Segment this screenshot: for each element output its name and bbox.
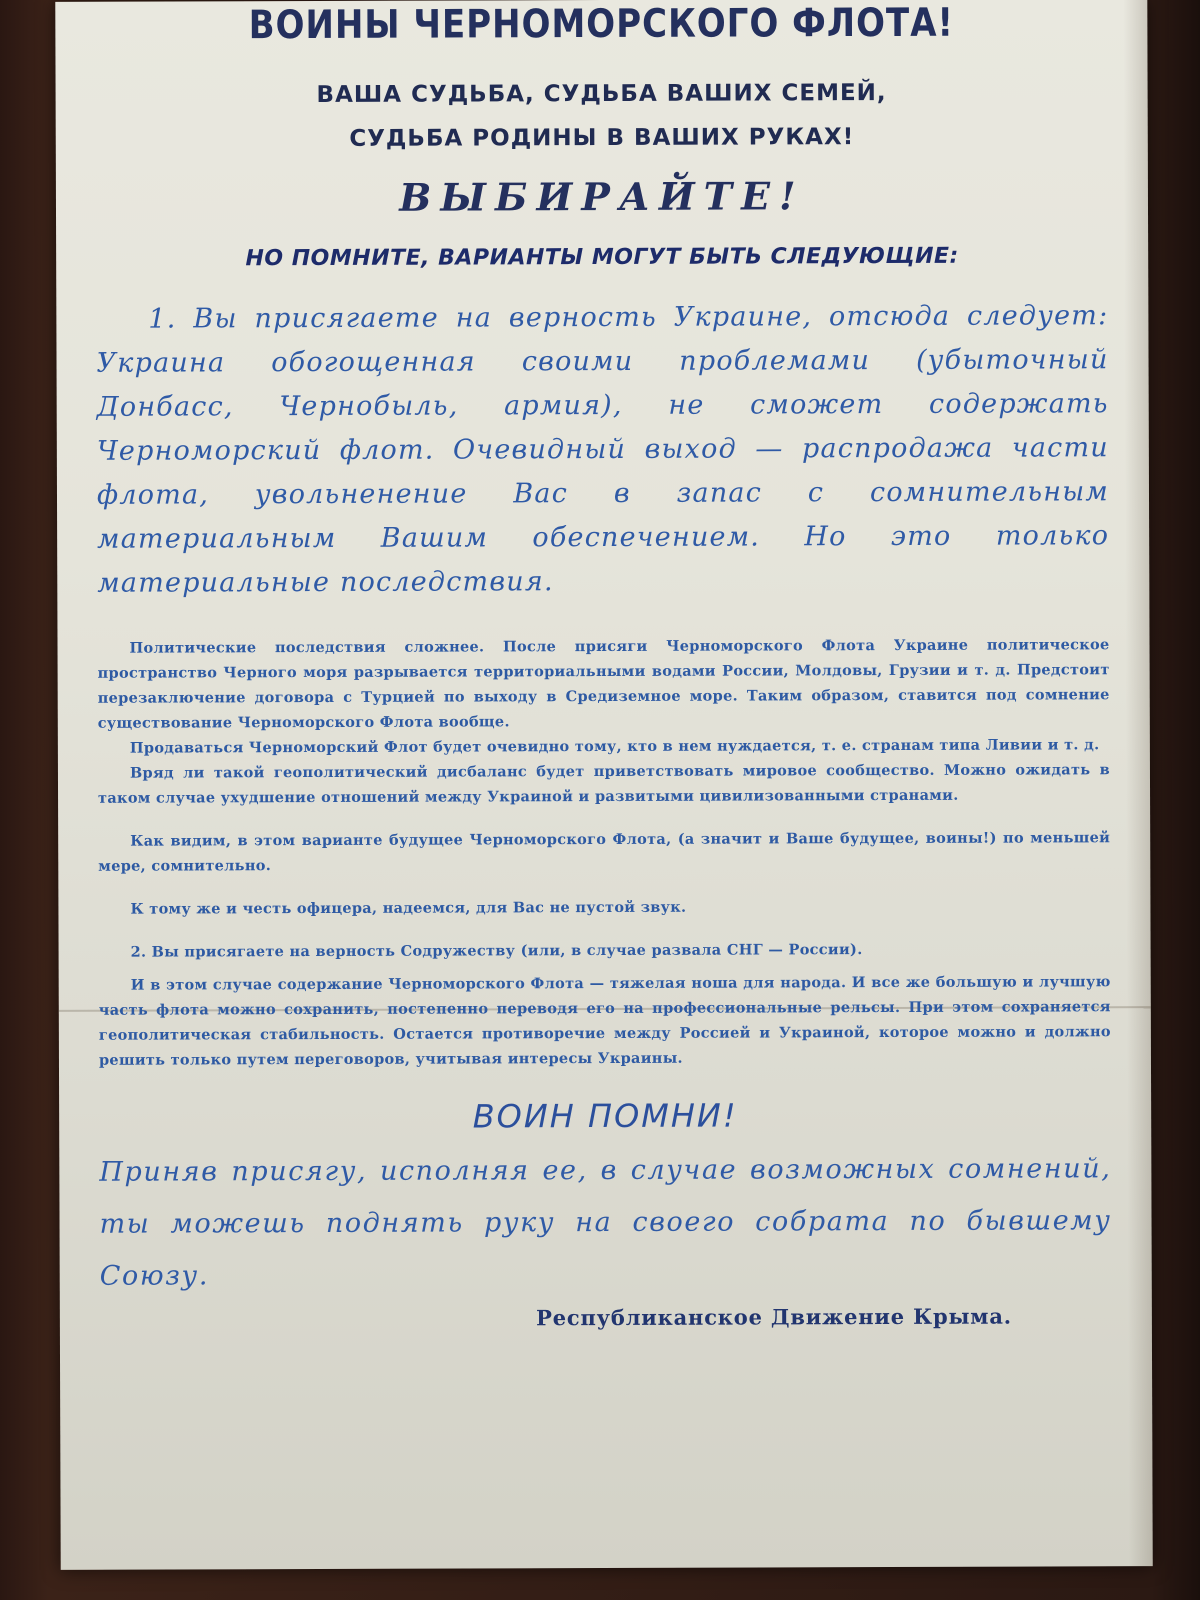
subtitle-line-1: ВАША СУДЬБА, СУДЬБА ВАШИХ СЕМЕЙ, xyxy=(316,80,887,108)
leaflet-title: ВОИНЫ ЧЕРНОМОРСКОГО ФЛОТА! xyxy=(248,0,955,49)
fleet-sale-note: Продаваться Черноморский Флот будет очевидно тому, кто в нем нуждается, т. е. странам типа Ливии и т. д. xyxy=(129,736,1100,757)
signature: Республиканское Движение Крыма. xyxy=(536,1303,1012,1331)
leaflet-subtitle xyxy=(96,70,1108,162)
geopolitical-note: Вряд ли такой геополитический дисбаланс будет приветствовать мировое сообщество. Можно ожидать в таком случае ухудшение отношений между Украиной и развитыми цивилизованными странами. xyxy=(98,761,1110,807)
leaflet-sheet xyxy=(55,0,1152,1570)
leaflet-content xyxy=(95,0,1112,1332)
option-1-text: 1. Вы присягаете на верность Украине, отсюда следует: Украина обогощенная своими проблемами (убыточный Донбасс, Чернобыль, армия), не сможет содержать Черноморский флот. Очевидный выход — распродажа части флота, увольненение Вас в запас с сомнительным материальным Вашим обеспечением. Но это только материальные последствия. xyxy=(96,300,1110,599)
closing-text: Приняв присягу, исполняя ее, в случае возможных сомнений, ты можешь поднять руку на своего собрата по бывшему Союзу. xyxy=(99,1153,1112,1292)
warrior-heading: ВОИН ПОМНИ! xyxy=(472,1096,738,1136)
future-note: Как видим, в этом варианте будущее Черноморского Флота, (а значит и Ваше будущее, воины!) по меньшей мере, сомнительно. xyxy=(98,829,1111,875)
subtitle-line-2: СУДЬБА РОДИНЫ В ВАШИХ РУКАХ! xyxy=(349,124,855,152)
option-2-detail: И в этом случае содержание Черноморского Флота — тяжелая ноша для народа. И все же большую и лучшую часть флота можно сохранить, постепенно переводя его на профессиональные рельсы. При этом сохраняется геополитическая стабильность. Остается противоречие между Россией и Украиной, которое можно и должно решить только путем переговоров, учитывая интересы Украины. xyxy=(98,973,1111,1069)
option-2-text: 2. Вы присягаете на верность Содружеству (или, в случае развала СНГ — России). xyxy=(130,941,863,961)
remember-heading: НО ПОМНИТЕ, ВАРИАНТЫ МОГУТ БЫТЬ СЛЕДУЮЩИЕ: xyxy=(245,243,959,272)
political-consequences: Политические последствия сложнее. После присяги Черноморского Флота Украине политическое пространство Черного моря разрывается территориальными водами России, Молдовы, Грузии и т. д. Предстоит перезаключение договора с Турцией по выходу в Средиземное море. Таким образом, ставится под сомнение существование Черноморского Флота вообще. xyxy=(97,636,1110,732)
call-to-choose: ВЫБИРАЙТЕ! xyxy=(399,173,805,220)
honor-note: К тому же и честь офицера, надеемся, для Вас не пустой звук. xyxy=(130,898,687,918)
